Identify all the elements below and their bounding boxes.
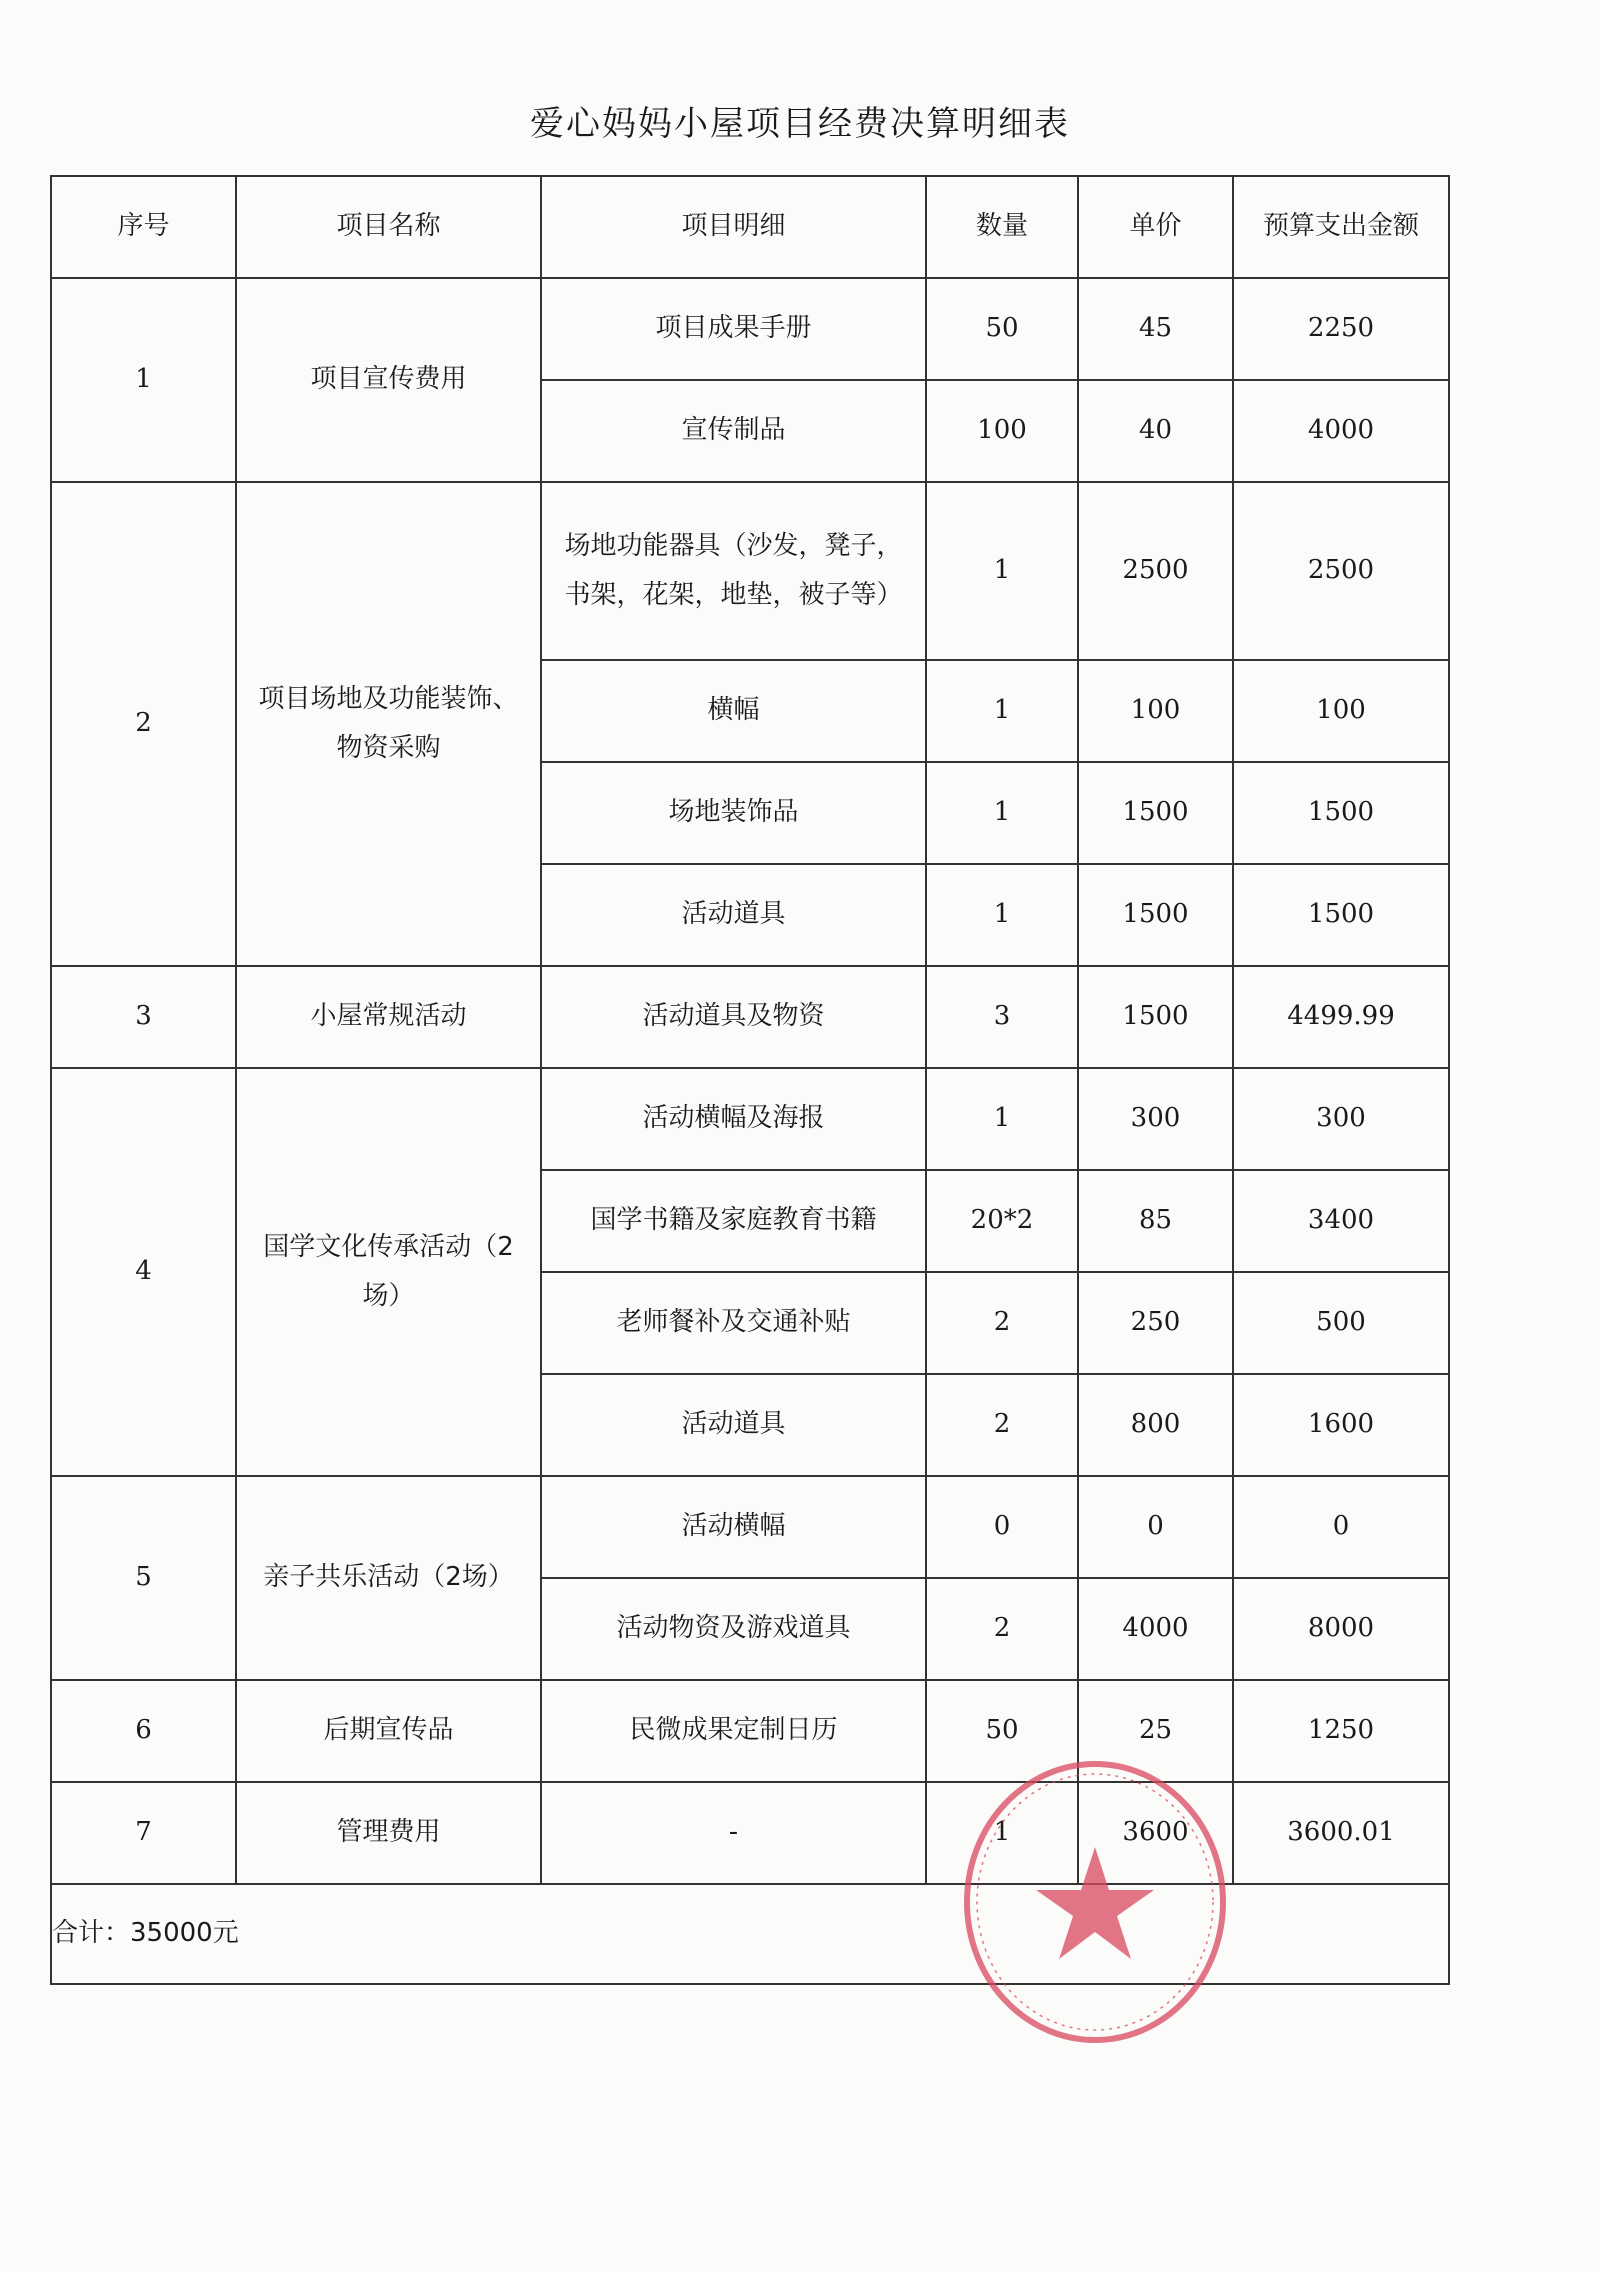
detail-cell: - [541,1782,926,1884]
header-detail: 项目明细 [541,176,926,278]
seq-cell: 2 [51,482,236,966]
price-cell: 45 [1078,278,1233,380]
price-cell: 0 [1078,1476,1233,1578]
qty-cell: 1 [926,1068,1078,1170]
qty-cell: 1 [926,482,1078,660]
qty-cell: 0 [926,1476,1078,1578]
detail-cell: 宣传制品 [541,380,926,482]
amount-cell: 3400 [1233,1170,1449,1272]
header-seq: 序号 [51,176,236,278]
qty-cell: 50 [926,278,1078,380]
detail-cell: 项目成果手册 [541,278,926,380]
detail-cell: 场地功能器具（沙发，凳子，书架，花架，地垫，被子等） [541,482,926,660]
project-name-cell: 亲子共乐活动（2场） [236,1476,541,1680]
header-price: 单价 [1078,176,1233,278]
budget-table [50,175,1450,1985]
detail-cell: 老师餐补及交通补贴 [541,1272,926,1374]
amount-cell: 1600 [1233,1374,1449,1476]
detail-cell: 活动道具 [541,864,926,966]
amount-cell: 4499.99 [1233,966,1449,1068]
seq-cell: 7 [51,1782,236,1884]
price-cell: 85 [1078,1170,1233,1272]
qty-cell: 50 [926,1680,1078,1782]
project-name-cell: 项目场地及功能装饰、物资采购 [236,482,541,966]
amount-cell: 2500 [1233,482,1449,660]
header-name: 项目名称 [236,176,541,278]
total-row [51,1884,1449,1984]
price-cell: 40 [1078,380,1233,482]
table-header-row [51,176,1449,278]
project-name-cell: 项目宣传费用 [236,278,541,482]
project-name-cell: 管理费用 [236,1782,541,1884]
amount-cell: 100 [1233,660,1449,762]
detail-cell: 横幅 [541,660,926,762]
project-name-cell: 小屋常规活动 [236,966,541,1068]
amount-cell: 0 [1233,1476,1449,1578]
qty-cell: 1 [926,864,1078,966]
table-row [51,482,1449,660]
detail-cell: 活动横幅及海报 [541,1068,926,1170]
total-cell: 合计：35000元 [51,1884,1449,1984]
seq-cell: 3 [51,966,236,1068]
header-qty: 数量 [926,176,1078,278]
price-cell: 1500 [1078,762,1233,864]
table-row [51,1068,1449,1170]
table-row [51,966,1449,1068]
amount-cell: 300 [1233,1068,1449,1170]
page-title: 爱心妈妈小屋项目经费决算明细表 [530,104,1070,144]
amount-cell: 8000 [1233,1578,1449,1680]
qty-cell: 1 [926,762,1078,864]
qty-cell: 2 [926,1578,1078,1680]
amount-cell: 500 [1233,1272,1449,1374]
detail-cell: 场地装饰品 [541,762,926,864]
amount-cell: 1500 [1233,762,1449,864]
price-cell: 25 [1078,1680,1233,1782]
amount-cell: 1500 [1233,864,1449,966]
header-amount: 预算支出金额 [1233,176,1449,278]
detail-cell: 活动道具 [541,1374,926,1476]
qty-cell: 2 [926,1272,1078,1374]
seq-cell: 5 [51,1476,236,1680]
amount-cell: 1250 [1233,1680,1449,1782]
table-row [51,278,1449,380]
price-cell: 4000 [1078,1578,1233,1680]
detail-cell: 活动物资及游戏道具 [541,1578,926,1680]
seq-cell: 1 [51,278,236,482]
table-row [51,1680,1449,1782]
amount-cell: 4000 [1233,380,1449,482]
project-name-cell: 后期宣传品 [236,1680,541,1782]
detail-cell: 活动道具及物资 [541,966,926,1068]
qty-cell: 1 [926,1782,1078,1884]
project-name-cell: 国学文化传承活动（2场） [236,1068,541,1476]
qty-cell: 3 [926,966,1078,1068]
amount-cell: 3600.01 [1233,1782,1449,1884]
table-row [51,1782,1449,1884]
qty-cell: 1 [926,660,1078,762]
qty-cell: 100 [926,380,1078,482]
price-cell: 2500 [1078,482,1233,660]
price-cell: 250 [1078,1272,1233,1374]
price-cell: 1500 [1078,864,1233,966]
detail-cell: 国学书籍及家庭教育书籍 [541,1170,926,1272]
table-row [51,1476,1449,1578]
seq-cell: 4 [51,1068,236,1476]
seq-cell: 6 [51,1680,236,1782]
price-cell: 3600 [1078,1782,1233,1884]
qty-cell: 20*2 [926,1170,1078,1272]
price-cell: 300 [1078,1068,1233,1170]
price-cell: 100 [1078,660,1233,762]
detail-cell: 民微成果定制日历 [541,1680,926,1782]
price-cell: 1500 [1078,966,1233,1068]
qty-cell: 2 [926,1374,1078,1476]
amount-cell: 2250 [1233,278,1449,380]
price-cell: 800 [1078,1374,1233,1476]
detail-cell: 活动横幅 [541,1476,926,1578]
